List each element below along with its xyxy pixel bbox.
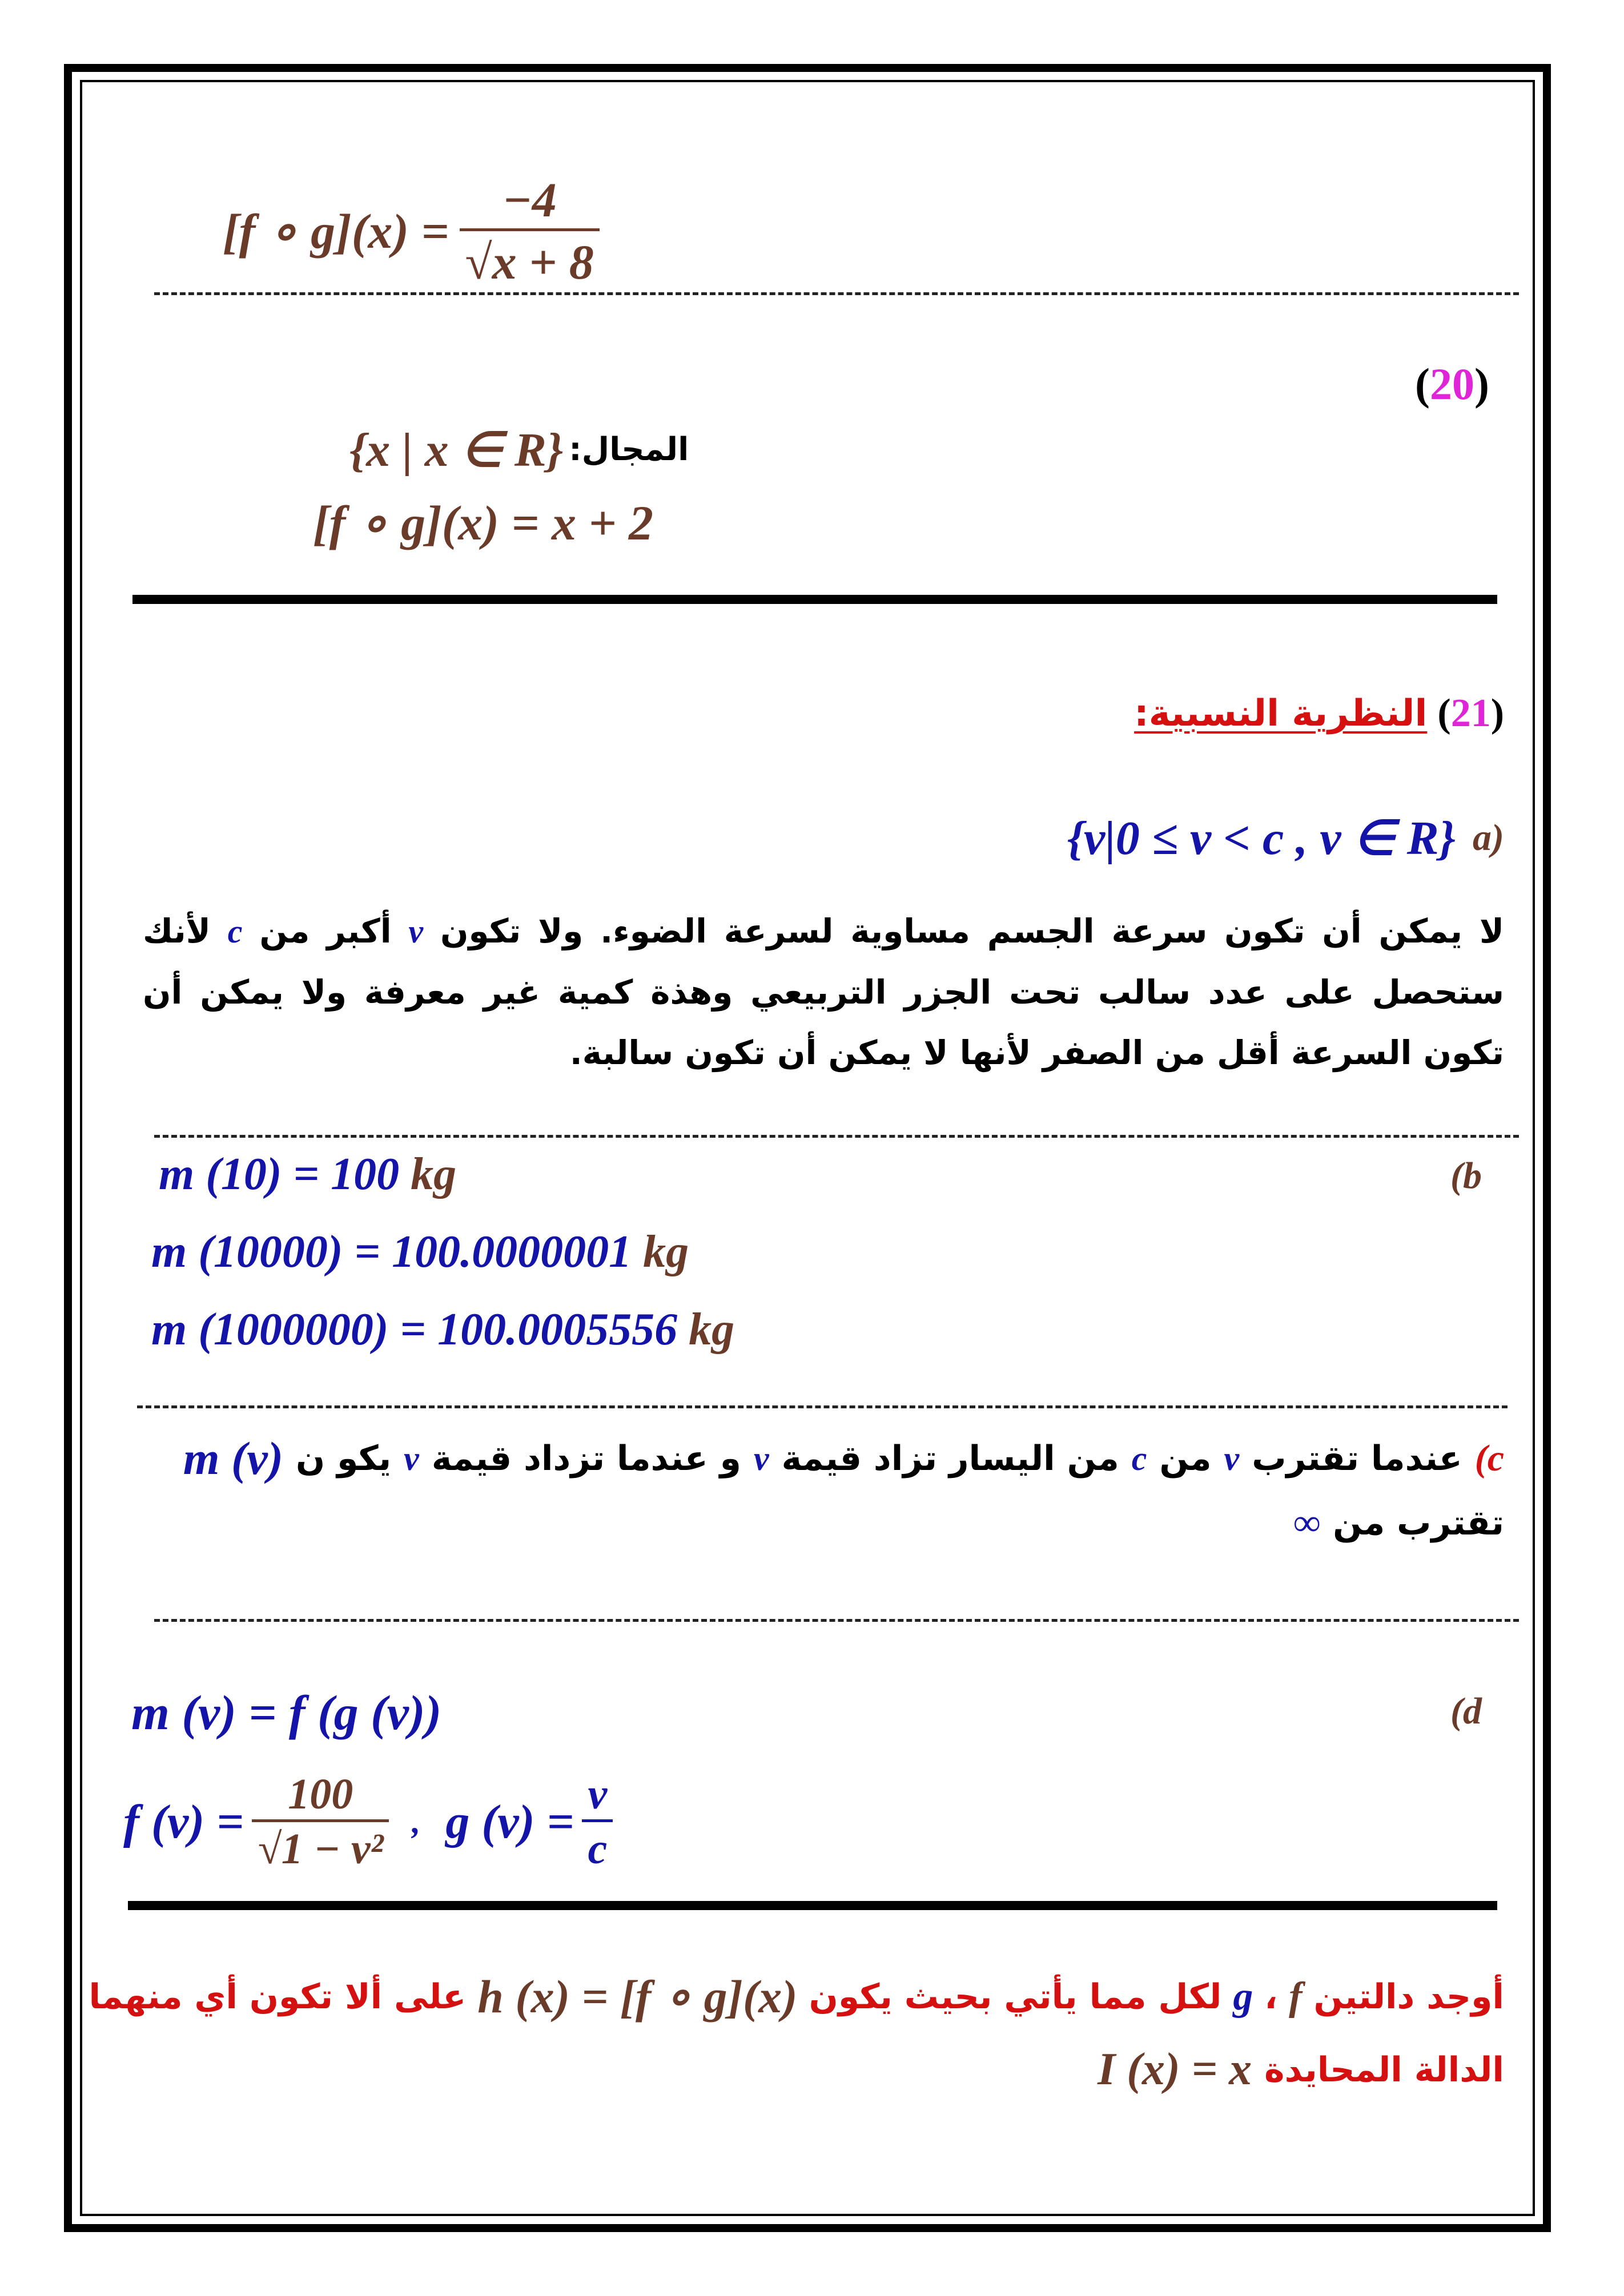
q21c-line2: تقترب من ∞ (1293, 1502, 1504, 1544)
q20-composition: [f ∘ g](x) = x + 2 (313, 496, 654, 550)
q19-denominator: √x + 8 (460, 228, 600, 291)
q20-number: (20) (1415, 359, 1489, 409)
instruction-line1: أوجد دالتين f ، g لكل مما يأتي بحيث يكون h (x) = [f ∘ g](x) على ألا تكون أي منهما (89, 1971, 1504, 2023)
sqrt-symbol: √ (465, 235, 492, 289)
divider-dashed (154, 1135, 1519, 1138)
q21b-line1: m (10) = 100 kg (159, 1149, 457, 1199)
q21d-fg-defs: f (v) = $\frac{100}{\text{√1 − v²}}$ , g (v) = $\frac{v}{c}$ (123, 1770, 613, 1874)
q21b-line3: m (1000000) = 100.0005556 kg (151, 1304, 735, 1355)
divider-solid (132, 595, 1497, 604)
q19-composition (223, 171, 600, 291)
q20-domain-label: المجال: (569, 431, 689, 468)
q21a-set: {v|0 ≤ v < c , v ∈ R} (1067, 812, 1456, 865)
q21a-text: لا يمكن أن تكون سرعة الجسم مساوية لسرعة الضوء. ولا تكون v أكبر من c لأنك ستحصل على عدد سالب تحت الجزر التربيعي وهذة كمية غير معرفة ولا يمكن أن تكون السرعة أقل من الصفر لأنها لا يمكن أن تكون سالبة. (143, 912, 1505, 1072)
var-v: v (408, 913, 424, 950)
q20-domain-set: {x | x ∈ R} (349, 424, 564, 477)
q21-heading (1134, 691, 1504, 736)
q21d-letter: (d (1450, 1690, 1482, 1732)
q19-lhs: [f ∘ g](x) = (223, 203, 449, 259)
q21b-line2: m (10000) = 100.0000001 kg (151, 1227, 689, 1277)
q21b-letter: (b (1450, 1155, 1482, 1197)
q21a-letter: (a (1473, 816, 1504, 859)
q21-number: (21) (1437, 691, 1504, 735)
divider-dashed (137, 1405, 1508, 1408)
q21c-line1: c) عندما تقترب v من c من اليسار تزاد قيمة v و عندما تزداد قيمة v يكو ن m (v) (183, 1432, 1504, 1484)
q19-numerator: −4 (502, 172, 557, 227)
q21-title: النظرية النسبية: (1134, 692, 1428, 735)
instruction-line2: الدالة المحايدة I (x) = x (1098, 2044, 1504, 2094)
q20-domain (349, 421, 689, 478)
q21d-m-def: m (v) = f (g (v)) (131, 1685, 442, 1740)
q19-fraction (460, 171, 600, 291)
var-c: c (227, 913, 243, 950)
page-border-inner (80, 80, 1535, 2216)
divider-solid (128, 1901, 1497, 1910)
q21a-header (1067, 809, 1504, 866)
divider-dashed (154, 1619, 1519, 1622)
divider-dashed (154, 292, 1519, 295)
